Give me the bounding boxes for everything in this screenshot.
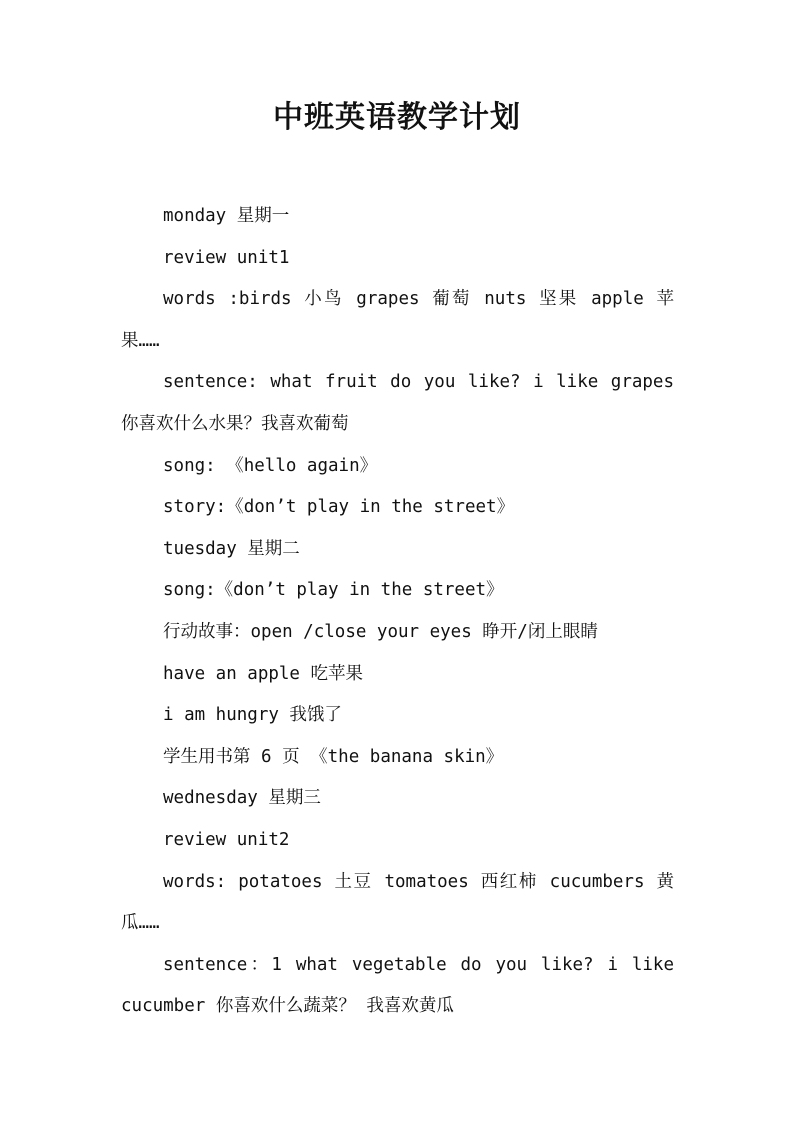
paragraph-sentence-unit1: sentence: what fruit do you like? i like grapes 你喜欢什么水果？我喜欢葡萄 — [121, 372, 674, 434]
document-body — [121, 196, 674, 1028]
paragraph-review-unit2: review unit2 — [163, 829, 290, 850]
paragraph-tuesday: tuesday 星期二 — [163, 538, 300, 559]
paragraph-story: story:《don’t play in the street》 — [163, 497, 515, 518]
paragraph-wednesday: wednesday 星期三 — [163, 788, 321, 809]
paragraph-sentence-unit2: sentence：1 what vegetable do you like? i like cucumber 你喜欢什么蔬菜？ 我喜欢黄瓜 — [121, 954, 674, 1017]
paragraph-student-book: 学生用书第 6 页 《the banana skin》 — [163, 746, 504, 767]
paragraph-review-unit1: review unit1 — [163, 247, 290, 268]
paragraph-action-story: 行动故事：open /close your eyes 睁开/闭上眼睛 — [163, 621, 598, 642]
paragraph-monday: monday 星期一 — [163, 206, 290, 226]
paragraph-have-apple: have an apple 吃苹果 — [163, 663, 364, 684]
paragraph-song-street: song:《don’t play in the street》 — [163, 580, 504, 601]
paragraph-song-hello-again: song: 《hello again》 — [163, 455, 378, 476]
paragraph-words-unit1: words :birds 小鸟 grapes 葡萄 nuts 坚果 apple 苹果…… — [121, 289, 674, 351]
document-title: 中班英语教学计划 — [273, 100, 521, 135]
paragraph-words-unit2: words: potatoes 土豆 tomatoes 西红柿 cucumbers 黄瓜…… — [121, 871, 674, 934]
paragraph-hungry: i am hungry 我饿了 — [163, 705, 342, 726]
